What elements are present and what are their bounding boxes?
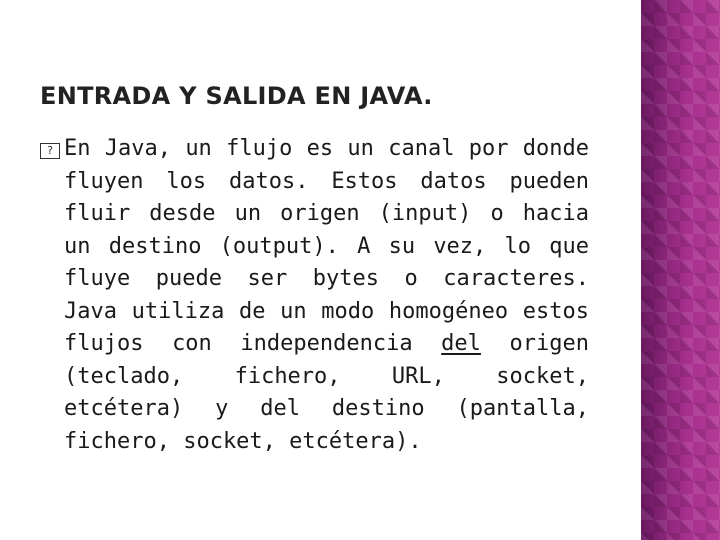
slide-title: ENTRADA Y SALIDA EN JAVA. [40, 82, 433, 110]
decorative-side-panel [641, 0, 720, 540]
bullet-paragraph [40, 133, 590, 458]
body-text [64, 133, 589, 458]
bullet-glyph-icon [40, 143, 60, 159]
body-text-part-1: En Java, un flujo es un canal por donde fluyen los datos. Estos datos pueden fluir desde un origen (input) o hacia un destino (output). A su vez, lo que fluye puede ser bytes o caracteres. Java utiliza de un modo homogéneo estos flujos con independencia [64, 136, 589, 356]
body-text-part-2: origen (teclado, fichero, URL, socket, etcétera) y del destino (pantalla, fichero, socket, etcétera). [64, 331, 589, 454]
underlined-word: del [441, 331, 481, 356]
